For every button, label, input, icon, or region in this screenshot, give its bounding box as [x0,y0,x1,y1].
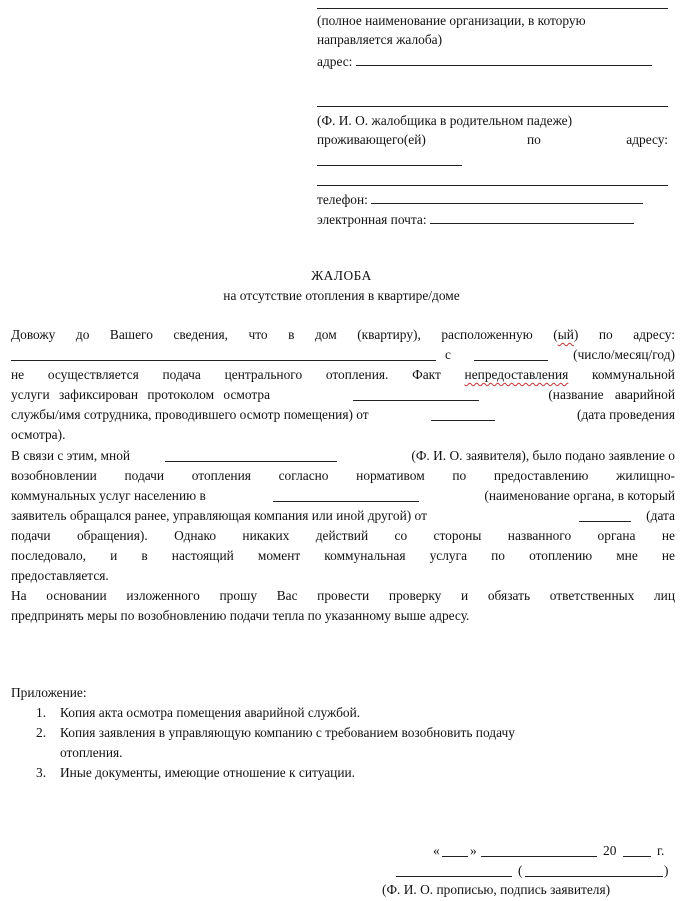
attachment-item-2: 2. Копия заявления в управляющую компанию с требованием возобновить подачу [36,725,515,740]
request-date-blank[interactable] [579,509,631,522]
org-name-hint-2: направляется жалоба) [317,32,443,47]
residing-address-blank-2[interactable] [317,185,668,186]
p3-line-2: предпринять меры по возобновлению подачи тепла по указанному выше адресу. [11,608,470,623]
complainant-name-blank[interactable] [317,106,668,107]
p1-line-6: осмотра). [11,427,66,442]
misspelled-word: ый [557,327,574,342]
date-month-blank[interactable] [481,844,597,857]
complainant-name-hint: (Ф. И. О. жалобщика в родительном падеже) [317,113,573,128]
document-subtitle: на отсутствие отопления в квартире/доме [223,288,460,303]
org-name-blank[interactable] [317,8,668,9]
p1-line-1: Довожу до Вашего сведения, что в дом (квартиру), расположенную (ый) по адресу: [11,327,675,342]
attachment-item-3: 3. Иные документы, имеющие отношение к ситуации. [36,765,356,780]
attachment-item-1: 1. Копия акта осмотра помещения аварийной службой. [36,705,361,720]
p2-line-5: подачи обращения). Однако никаких действий со стороны названного органа не [11,528,675,543]
email-row [317,210,669,229]
p2-line-6: последовало, и в настоящий момент коммунальная услуга по отоплению мне не [11,548,675,563]
document-title: ЖАЛОБА [311,268,372,283]
signature-blank[interactable] [396,864,512,877]
residing-address-blank-1[interactable] [317,165,462,166]
residing-address: адресу: [626,132,668,147]
inspection-date-blank[interactable] [431,408,495,421]
residing-row [317,130,668,149]
authority-name-blank[interactable] [273,489,419,502]
p2-line-2: возобновлении подачи отопления согласно нормативом по предоставлению жилищно- [11,468,675,483]
p2-line-7: предоставляется. [11,568,109,583]
attachments-label: Приложение: [11,685,87,700]
inspection-protocol-blank[interactable] [353,388,479,401]
date-day-blank[interactable] [442,844,468,857]
email-label: электронная почта: [317,212,427,227]
applicant-name-blank[interactable] [165,449,337,462]
address-blank[interactable] [356,53,652,66]
attachment-item-2-cont: отопления. [60,745,123,760]
residing-label: проживающего(ей) [317,132,426,147]
date-since-blank[interactable] [474,348,548,361]
signature-caption: (Ф. И. О. прописью, подпись заявителя) [382,882,611,897]
signature-date-row: « » 20 г. [433,843,665,858]
signature-row: ( ) [396,861,671,880]
org-name-hint-1: (полное наименование организации, в которую [317,13,586,28]
phone-blank[interactable] [371,191,643,204]
full-name-blank[interactable] [525,864,663,877]
address-label: адрес: [317,54,353,69]
p1-line-3: не осуществляется подача центрального отопления. Факт непредоставления коммунальной [11,367,675,382]
phone-row [317,190,669,209]
property-address-blank[interactable] [11,348,436,361]
misspelled-word: непредоставления [464,367,569,382]
complaint-document: (полное наименование организации, в которую направляется жалоба) адрес: (Ф. И. О. жалобщика в родительном падеже) проживающего(ей) по адресу: телефон: электронная почта: ЖАЛОБА на отсутствие отопления в квартире/доме Довожу до Вашего сведения, что в дом (квартиру), расположенную (ый) по адресу: с (число/месяц/год) не осуществляется подача центрального отопления. Факт непредоставления коммунальной услуги зафиксирован протоколом осмотра (название аварийной службы/имя сотрудника, проводившего осмотр помещения) от (дата проведения осмотра). В связи с этим, мной (Ф. И. О. заявителя), было подано заявление о возобновлении подачи отопления согласно нормативом по предоставлению жилищно- коммунальных услуг населению в (наименование органа, в который заявитель обращался ранее, управляющая компания или иной другой) от (дата подачи обращения). Однако никаких действий со стороны названного органа не последовало, и в настоящий момент коммунальная услуга по отоплению мне не предоставляется. На основании изложенного прошу Вас провести проверку и обязать ответственных лиц предпринять меры по возобновлению подачи тепла по указанному выше адресу. Приложение: 1. Копия акта осмотра помещения аварийной службой. 2. Копия заявления в управляющую компанию с требованием возобновить подачу отопления. 3. Иные документы, имеющие отношение к ситуации. « » 20 г. ( ) (Ф. И. О. прописью, подпись заявителя) [0,0,683,901]
phone-label: телефон: [317,192,368,207]
date-year-blank[interactable] [623,844,651,857]
email-blank[interactable] [430,211,634,224]
address-row [317,52,669,71]
p3-line-1: На основании изложенного прошу Вас провести проверку и обязать ответственных лиц [11,588,675,603]
residing-po: по [527,132,541,147]
